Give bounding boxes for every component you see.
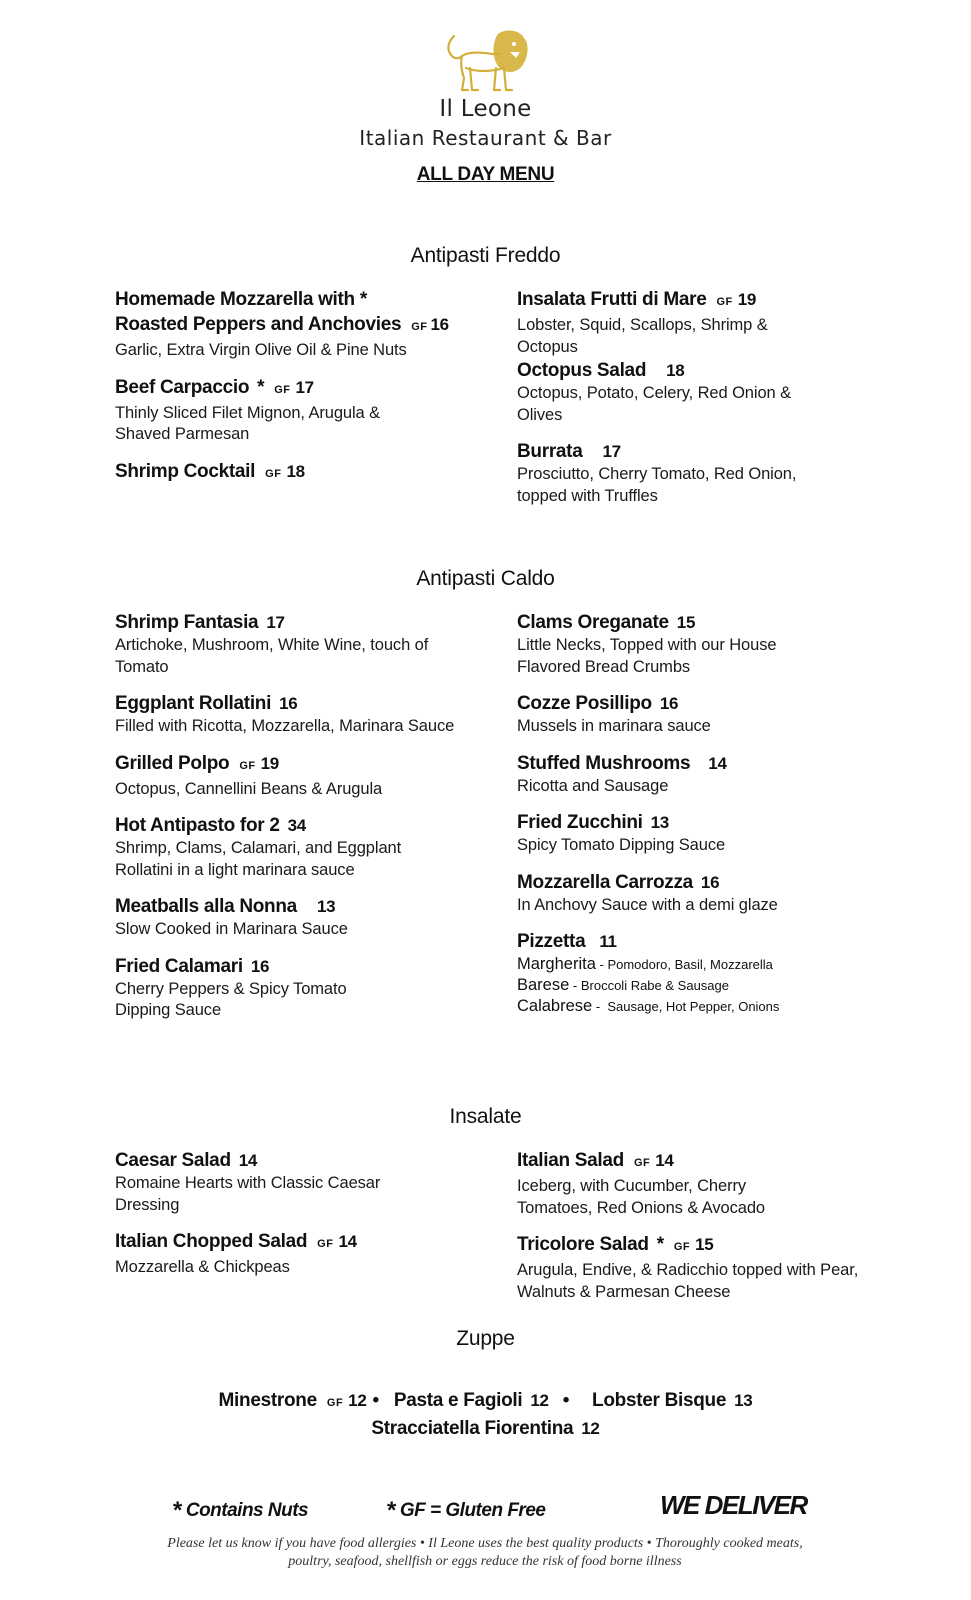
- item-name-line2: [115, 312, 485, 340]
- insalate-right-column: [517, 1148, 887, 1316]
- item-description: Iceberg, with Cucumber, Cherry Tomatoes, Red Onions & Avocado: [517, 1177, 766, 1217]
- menu-item: [517, 929, 887, 1017]
- item-name-text: Grilled Polpo: [115, 752, 230, 774]
- gf-badge: GF: [274, 383, 291, 396]
- menu-item: [115, 954, 485, 1022]
- soup-name: Stracciatella Fiorentina: [371, 1418, 574, 1439]
- item-price: 15: [676, 613, 696, 632]
- disclaimer-line-2: poultry, seafood, shellfish or eggs reduce the risk of food borne illness: [288, 1554, 682, 1569]
- item-description: Octopus, Potato, Celery, Red Onion & Olives: [517, 384, 791, 424]
- item-price: 16: [659, 694, 679, 713]
- item-name-text: Shrimp Cocktail: [115, 460, 256, 482]
- item-name-text: Mozzarella Carrozza: [517, 871, 693, 893]
- menu-item: [115, 813, 485, 881]
- menu-item: [115, 287, 485, 362]
- menu-item: [517, 287, 887, 358]
- section-title-antipasti-freddo: Antipasti Freddo: [410, 244, 561, 267]
- item-description: Ricotta and Sausage: [517, 776, 669, 795]
- menu-item: [517, 810, 887, 857]
- menu-item: [115, 894, 485, 941]
- item-name-text: Roasted Peppers and Anchovies: [115, 314, 402, 335]
- item-name-text: Octopus Salad: [517, 360, 647, 381]
- item-price: 34: [287, 816, 306, 835]
- nuts-star: *: [656, 1234, 664, 1255]
- star-icon: *: [172, 1497, 181, 1524]
- gf-badge: GF: [633, 1157, 651, 1169]
- bullet-separator: •: [372, 1390, 379, 1411]
- menu-item: [517, 1232, 887, 1303]
- item-description: Slow Cooked in Marinara Sauce: [115, 920, 348, 938]
- variant-name: Barese: [517, 976, 570, 994]
- section-title-antipasti-caldo: Antipasti Caldo: [416, 567, 555, 590]
- item-name-text: Shrimp Fantasia: [115, 612, 259, 633]
- soup-price: 12: [581, 1419, 600, 1438]
- item-price: 14: [655, 1151, 674, 1170]
- item-name-text: Beef Carpaccio: [115, 376, 250, 398]
- item-price: 16: [700, 872, 720, 892]
- soup-name: Lobster Bisque: [592, 1390, 727, 1411]
- nuts-star: *: [257, 376, 265, 398]
- item-name-text: Italian Chopped Salad: [115, 1231, 308, 1252]
- legend-contains-nuts: [172, 1497, 308, 1525]
- item-name-text: Pizzetta: [517, 931, 586, 952]
- legend-label: GF = Gluten Free: [399, 1500, 546, 1521]
- menu-item: [517, 870, 887, 917]
- menu-item: [517, 1148, 887, 1219]
- soup-line-2: [0, 1416, 971, 1441]
- soup-name: Minestrone: [218, 1390, 317, 1411]
- item-price: 16: [430, 315, 449, 334]
- item-price: 14: [708, 753, 727, 773]
- menu-item: [115, 1148, 485, 1216]
- item-name-text: Fried Zucchini: [517, 812, 643, 833]
- lion-logo-icon: [440, 28, 536, 96]
- item-price: 11: [599, 932, 617, 951]
- item-price: 19: [737, 290, 757, 309]
- item-price: 18: [666, 361, 685, 380]
- menu-item: [115, 1229, 485, 1279]
- item-description: Cherry Peppers & Spicy Tomato Dipping Sauce: [115, 979, 347, 1019]
- menu-item: [115, 375, 485, 446]
- item-name-text: Eggplant Rollatini: [115, 693, 272, 714]
- antipasti-freddo-right-column: [517, 287, 887, 520]
- gf-badge: GF: [265, 467, 282, 480]
- insalate-left-column: [115, 1148, 485, 1292]
- section-title-zuppe: Zuppe: [456, 1327, 515, 1350]
- item-description: Octopus, Cannellini Beans & Arugula: [115, 779, 383, 798]
- antipasti-caldo-right-column: [517, 610, 887, 1030]
- restaurant-subtitle: Italian Restaurant & Bar: [359, 126, 612, 150]
- item-price: 16: [279, 694, 298, 713]
- soup-price: 12: [530, 1391, 549, 1410]
- item-price: 14: [338, 1232, 357, 1251]
- legend-gluten-free: [386, 1497, 545, 1525]
- legend-label: Contains Nuts: [185, 1500, 309, 1521]
- item-price: 15: [695, 1235, 714, 1254]
- item-description: Shrimp, Clams, Calamari, and Eggplant Rollatini in a light marinara sauce: [115, 839, 402, 879]
- menu-title: ALL DAY MENU: [416, 164, 555, 185]
- item-description: Artichoke, Mushroom, White Wine, touch of Tomato: [115, 636, 429, 676]
- item-description: Prosciutto, Cherry Tomato, Red Onion, topped with Truffles: [517, 465, 797, 505]
- variant-separator: -: [595, 957, 608, 972]
- gf-badge: GF: [411, 321, 428, 333]
- soup-name: Pasta e Fagioli: [393, 1390, 523, 1411]
- restaurant-name: Il Leone: [439, 96, 532, 122]
- menu-item: [517, 691, 887, 738]
- item-description: Romaine Hearts with Classic Caesar Dressing: [115, 1174, 381, 1214]
- item-name-text: Caesar Salad: [115, 1150, 231, 1171]
- item-name-text: Burrata: [517, 441, 583, 462]
- item-description: Mussels in marinara sauce: [517, 717, 711, 735]
- item-price: 16: [250, 956, 270, 976]
- pizzetta-variant: [517, 975, 887, 996]
- item-description: Mozzarella & Chickpeas: [115, 1258, 290, 1276]
- item-name-text: Italian Salad: [517, 1150, 624, 1171]
- pizzetta-variant: [517, 954, 887, 975]
- variant-separator: -: [569, 978, 581, 993]
- soup-price: 13: [734, 1391, 753, 1410]
- menu-item: [115, 691, 485, 738]
- gf-badge: GF: [326, 1397, 344, 1409]
- item-description: Filled with Ricotta, Mozzarella, Marinara Sauce: [115, 717, 455, 735]
- section-title-insalate: Insalate: [449, 1105, 522, 1128]
- we-deliver-banner: WE DELIVER: [660, 1490, 807, 1520]
- variant-description: Broccoli Rabe & Sausage: [580, 978, 729, 993]
- item-name-text: Stuffed Mushrooms: [517, 752, 691, 774]
- item-name: Homemade Mozzarella with *: [115, 289, 367, 310]
- item-name-text: Clams Oreganate: [517, 612, 669, 633]
- menu-item: [517, 439, 887, 507]
- variant-name: Margherita: [517, 955, 596, 973]
- menu-item: [115, 610, 485, 678]
- item-description: Arugula, Endive, & Radicchio topped with Pear, Walnuts & Parmesan Cheese: [517, 1261, 859, 1301]
- soup-list: [0, 1388, 971, 1441]
- menu-item: [517, 610, 887, 678]
- disclaimer-line-1: Please let us know if you have food allergies • Il Leone uses the best quality products • Thoroughly cooked meats,: [167, 1536, 803, 1551]
- variant-description: Pomodoro, Basil, Mozzarella: [607, 957, 773, 972]
- item-price: 13: [316, 897, 336, 916]
- gf-badge: GF: [716, 296, 733, 308]
- menu-item: [517, 751, 887, 798]
- item-price: 17: [295, 377, 314, 397]
- gf-badge: GF: [239, 759, 256, 772]
- item-name-text: Fried Calamari: [115, 955, 243, 977]
- item-description: Thinly Sliced Filet Mignon, Arugula & Shaved Parmesan: [115, 403, 381, 443]
- item-name-text: Insalata Frutti di Mare: [517, 289, 707, 310]
- pizzetta-variant: [517, 996, 887, 1017]
- soup-line-1: [0, 1388, 971, 1416]
- menu-item: [115, 751, 485, 801]
- item-price: 13: [650, 813, 669, 832]
- item-name-text: Cozze Posillipo: [517, 693, 652, 714]
- antipasti-caldo-left-column: [115, 610, 485, 1035]
- menu-item: [115, 459, 485, 487]
- gf-badge: GF: [673, 1241, 691, 1253]
- variant-description: Sausage, Hot Pepper, Onions: [607, 999, 780, 1014]
- item-name-text: Tricolore Salad: [517, 1234, 649, 1255]
- item-name-text: Meatballs alla Nonna: [115, 896, 297, 917]
- item-price: 18: [286, 461, 305, 481]
- item-description: Spicy Tomato Dipping Sauce: [517, 836, 726, 854]
- bullet-separator: •: [562, 1390, 570, 1411]
- item-price: 19: [260, 753, 279, 773]
- allergy-disclaimer: [110, 1535, 860, 1571]
- variant-separator: -: [592, 999, 608, 1014]
- gf-badge: GF: [317, 1238, 334, 1250]
- antipasti-freddo-left-column: [115, 287, 485, 500]
- soup-price: 12: [348, 1391, 367, 1410]
- item-name-text: Hot Antipasto for 2: [115, 815, 280, 836]
- item-price: 17: [266, 613, 285, 632]
- item-description: Little Necks, Topped with our House Flavored Bread Crumbs: [517, 636, 777, 676]
- item-description: Lobster, Squid, Scallops, Shrimp & Octopus: [517, 316, 768, 356]
- menu-item: [517, 358, 887, 426]
- star-icon: *: [386, 1497, 395, 1524]
- item-description: In Anchovy Sauce with a demi glaze: [517, 895, 778, 914]
- item-price: 14: [238, 1151, 258, 1170]
- item-price: 17: [602, 442, 621, 461]
- item-description: Garlic, Extra Virgin Olive Oil & Pine Nuts: [115, 341, 407, 359]
- variant-name: Calabrese: [517, 997, 593, 1015]
